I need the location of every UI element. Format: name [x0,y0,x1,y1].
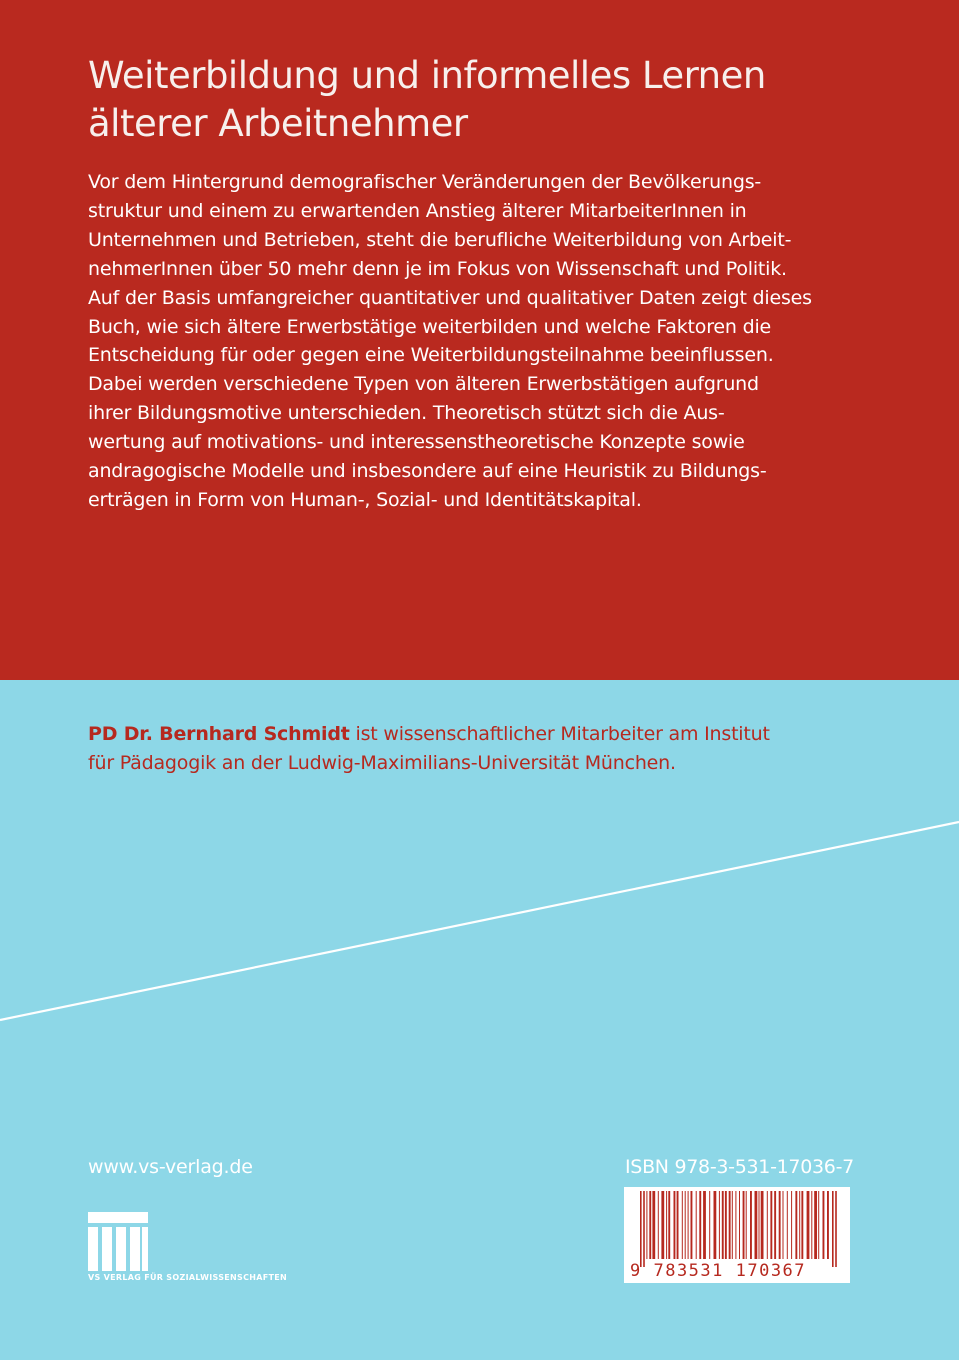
barcode-bar [750,1191,752,1259]
barcode-bar [729,1191,731,1259]
blurb-line: struktur und einem zu erwartenden Anstieg älterer MitarbeiterInnen in [88,199,747,222]
barcode-bar [674,1191,676,1259]
blurb-line: andragogische Modelle und insbesondere auf eine Heuristik zu Bildungs- [88,460,767,483]
barcode-bar [783,1191,784,1259]
blurb-line: wertung auf motivations- und interessenstheoretische Konzepte sowie [88,431,745,454]
barcode-bar [668,1191,670,1259]
blurb-text [88,168,948,515]
barcode-bar [799,1191,800,1259]
barcode-bar [755,1191,758,1259]
blurb-line: Auf der Basis umfangreicher quantitativer und qualitativer Daten zeigt dieses [88,286,812,309]
author-bio-line-1-rest: ist wissenschaftlicher Mitarbeiter am Institut [349,723,770,745]
barcode-bar [646,1191,647,1259]
barcode-digits: 9 783531 170367 [630,1261,807,1281]
barcode-bar [735,1191,736,1259]
barcode-bar [761,1191,764,1259]
barcode-bar [832,1191,834,1267]
barcode-bar [779,1191,781,1259]
barcode-bar [640,1191,642,1267]
barcode-bar [801,1191,803,1259]
publisher-logo-caption: VS VERLAG FÜR SOZIALWISSENSCHAFTEN [88,1273,288,1282]
title-line-2: älterer Arbeitnehmer [88,102,468,145]
barcode-bar [652,1191,655,1259]
barcode-bar [703,1191,706,1259]
barcode-bar [722,1191,724,1259]
barcode-bar [795,1191,797,1259]
author-bio-line-2: für Pädagogik an der Ludwig-Maximilians-Universität München. [88,751,676,774]
barcode-bar [719,1191,720,1259]
barcode-bar [787,1191,788,1259]
blurb-line: ihrer Bildungsmotive unterschieden. Theoretisch stützt sich die Aus- [88,402,725,425]
blurb-line: nehmerInnen über 50 mehr denn je im Fokus von Wissenschaft und Politik. [88,257,787,280]
blurb-line: Buch, wie sich ältere Erwerbstätige weiterbilden und welche Faktoren die [88,315,772,338]
barcode [624,1187,850,1283]
barcode-bar [666,1191,667,1259]
barcode-bar [725,1191,727,1259]
author-bio [88,720,948,778]
barcode-bar [807,1191,810,1259]
barcode-bar [696,1191,697,1259]
barcode-bar [658,1191,659,1259]
publisher-website-link[interactable]: www.vs-verlag.de [88,1156,253,1178]
blurb-line: Dabei werden verschiedene Typen von älteren Erwerbstätigen aufgrund [88,373,759,396]
barcode-bar [732,1191,733,1259]
barcode-bar [714,1191,717,1259]
barcode-bar [774,1191,776,1259]
barcode-bar [677,1191,679,1259]
barcode-bar [759,1191,760,1259]
barcode-bar [835,1191,837,1267]
isbn-label: ISBN 978-3-531-17036-7 [625,1156,854,1178]
barcode-bar [811,1191,812,1259]
barcode-bar [767,1191,768,1259]
barcode-bar [643,1191,645,1267]
barcode-bar [699,1191,701,1259]
barcode-bar [823,1191,825,1259]
author-name: PD Dr. Bernhard Schmidt [88,723,350,745]
barcode-bar [688,1191,689,1259]
barcode-bar [814,1191,817,1259]
blurb-line: Vor dem Hintergrund demografischer Veränderungen der Bevölkerungs- [88,171,762,193]
blurb-line: erträgen in Form von Human-, Sozial- und Identitätskapital. [88,488,642,511]
barcode-bar [739,1191,740,1259]
barcode-bar [661,1191,664,1259]
book-title [88,52,908,148]
barcode-bar [709,1191,710,1259]
blurb-line: Entscheidung für oder gegen eine Weiterbildungsteilnahme beeinflussen. [88,344,774,367]
author-bio-line-1 [88,720,948,749]
barcode-bar [746,1191,747,1259]
barcode-bar [818,1191,819,1259]
title-line-1: Weiterbildung und informelles Lernen [88,54,766,97]
barcode-bar [791,1191,792,1259]
barcode-bar [685,1191,686,1259]
barcode-bar [691,1191,693,1259]
barcode-bar [682,1191,683,1259]
blurb-line: Unternehmen und Betrieben, steht die berufliche Weiterbildung von Arbeit- [88,228,792,251]
barcode-bar [649,1191,651,1259]
barcode-bar [743,1191,745,1259]
barcode-bar [770,1191,772,1259]
barcode-bar [827,1191,829,1259]
